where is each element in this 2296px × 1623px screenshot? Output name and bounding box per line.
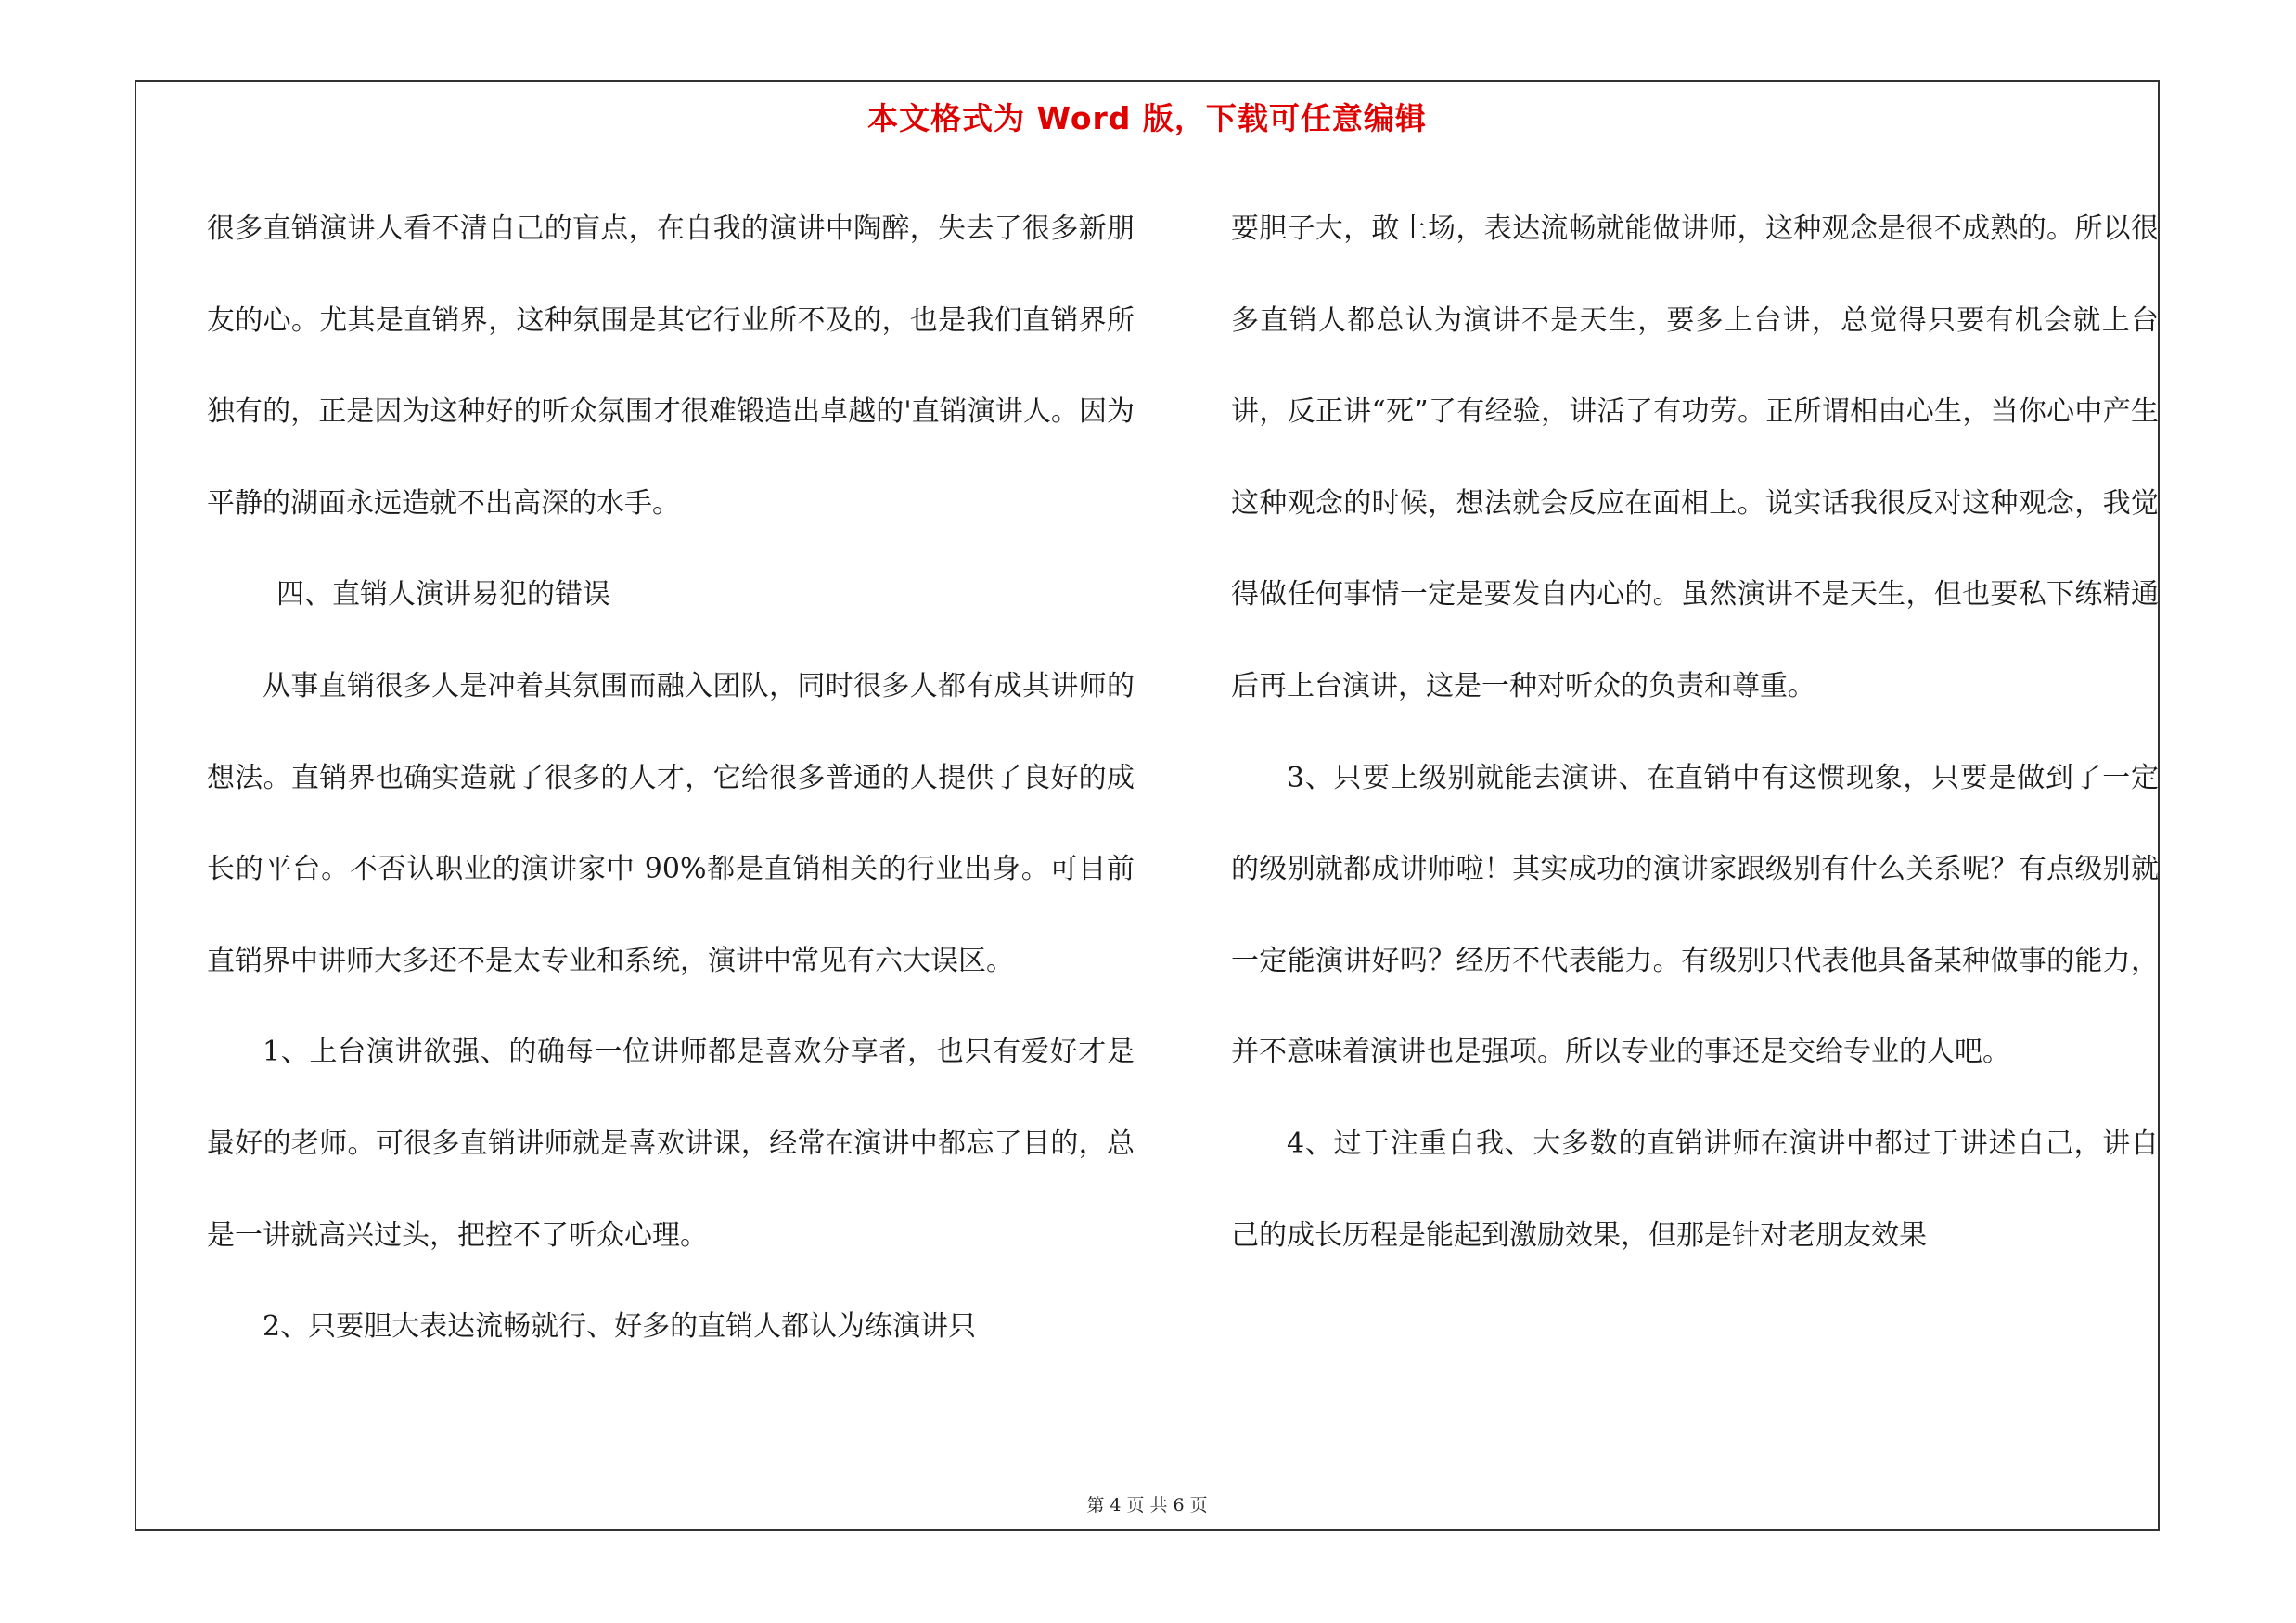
right-column: [1231, 184, 2159, 1282]
left-paragraph-2: 从事直销很多人是冲着其氛围而融入团队，同时很多人都有成其讲师的想法。直销界也确实造就了很多的人才，它给很多普通的人提供了良好的成长的平台。不否认职业的演讲家中 90%都是直销相关的行业出身。可目前直销界中讲师大多还不是太专业和系统，演讲中常见有六大误区。: [207, 669, 1135, 977]
page-number-footer: 第 4 页 共 6 页: [1086, 1495, 1208, 1515]
left-paragraph-1: 很多直销演讲人看不清自己的盲点，在自我的演讲中陶醉，失去了很多新朋友的心。尤其是直销界，这种氛围是其它行业所不及的，也是我们直销界所独有的，正是因为这种好的听众氛围才很难锻造出卓越的'直销演讲人。因为平静的湖面永远造就不出高深的水手。: [207, 213, 1135, 520]
right-paragraph-3: 4、过于注重自我、大多数的直销讲师在演讲中都过于讲述自己，讲自己的成长历程是能起到激励效果，但那是针对老朋友效果: [1231, 1127, 2159, 1252]
section-heading: 四、直销人演讲易犯的错误: [276, 578, 610, 612]
left-paragraph-3: 1、上台演讲欲强、的确每一位讲师都是喜欢分享者，也只有爱好才是最好的老师。可很多直销讲师就是喜欢讲课，经常在演讲中都忘了目的，总是一讲就高兴过头，把控不了听众心理。: [207, 1036, 1135, 1252]
header-banner: 本文格式为 Word 版，下载可任意编辑: [867, 100, 1427, 136]
left-paragraph-4: 2、只要胆大表达流畅就行、好多的直销人都认为练演讲只: [263, 1310, 977, 1344]
left-column: [207, 184, 1135, 1373]
page-frame: [135, 80, 2160, 1531]
right-paragraph-2: 3、只要上级别就能去演讲、在直销中有这惯现象，只要是做到了一定的级别就都成讲师啦！其实成功的演讲家跟级别有什么关系呢？有点级别就一定能演讲好吗？经历不代表能力。有级别只代表他具备某种做事的能力，并不意味着演讲也是强项。所以专业的事还是交给专业的人吧。: [1231, 761, 2159, 1069]
right-paragraph-1: 要胆子大，敢上场，表达流畅就能做讲师，这种观念是很不成熟的。所以很多直销人都总认为演讲不是天生，要多上台讲，总觉得只要有机会就上台讲，反正讲“死”了有经验，讲活了有功劳。正所谓相由心生，当你心中产生这种观念的时候，想法就会反应在面相上。说实话我很反对这种观念，我觉得做任何事情一定是要发自内心的。虽然演讲不是天生，但也要私下练精通后再上台演讲，这是一种对听众的负责和尊重。: [1231, 213, 2159, 702]
